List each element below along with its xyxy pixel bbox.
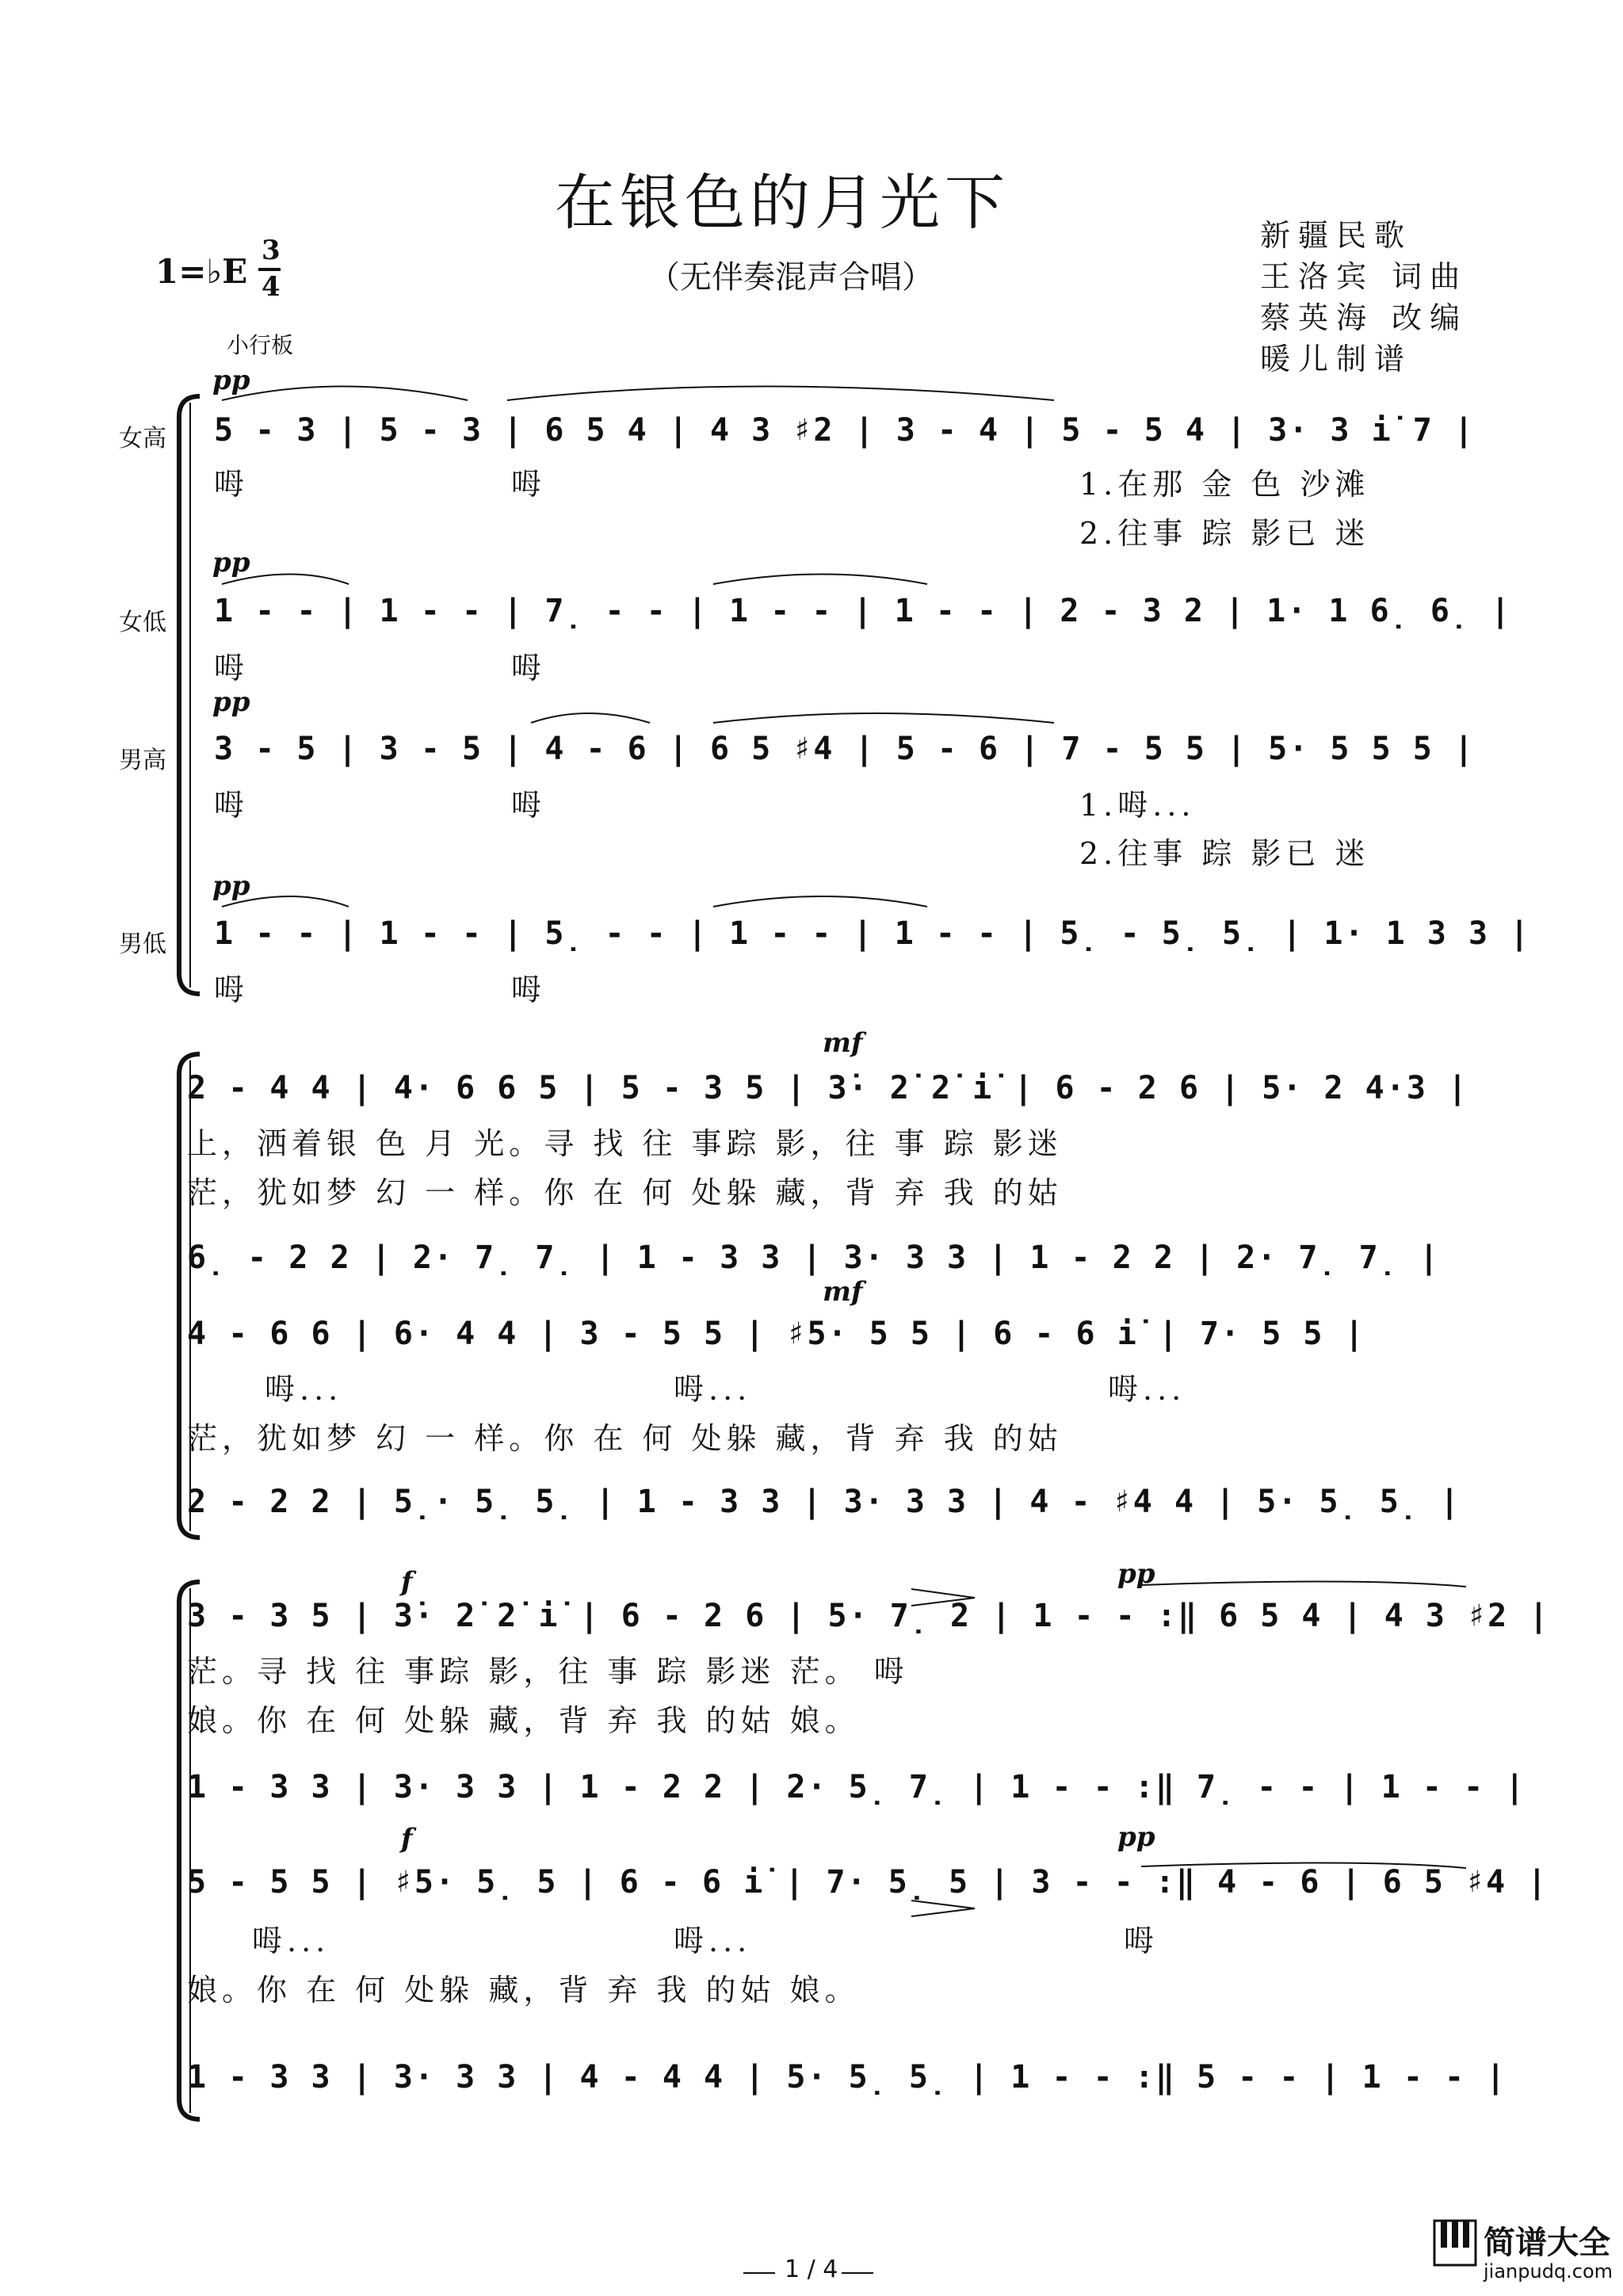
credit-arranger: 蔡英海 改编: [1260, 300, 1468, 335]
soprano-hum-a: 呣: [214, 467, 250, 502]
credit-origin: 新疆民歌: [1260, 218, 1413, 253]
credit-composer: 王洛宾 词曲: [1260, 259, 1468, 294]
dynamic-pp: pp: [1117, 1558, 1155, 1590]
tenor-verse-1: 1.呣...: [1079, 788, 1196, 823]
alto-notes-3: 1 - 3 3 | 3· 3 3 | 1 - 2 2 | 2· 5̣ 7̣ | 1 - - :‖ 7̣ - - | 1 - - |: [187, 1769, 1526, 1805]
tenor-notes-2: 4 - 6 6 | 6· 4 4 | 3 - 5 5 | ♯5· 5 5 | 6 - 6 i̇ | 7· 5 5 |: [187, 1316, 1365, 1352]
tenor-verse-2-line2: 茫，犹如梦 幻 一 样。你 在 何 处躲 藏，背 弃 我 的姑: [187, 1421, 1063, 1456]
page-title: 在银色的月光下: [555, 167, 1010, 238]
time-signature-top: 3: [262, 235, 281, 266]
piano-logo-icon: [1433, 2219, 1477, 2267]
dynamic-pp: pp: [212, 870, 250, 902]
part-label-soprano: 女高: [119, 425, 166, 453]
tenor-hum-a: 呣: [214, 788, 250, 823]
tenor-hum-b: 呣: [511, 788, 547, 823]
key-signature: 1=♭E: [155, 252, 248, 291]
subtitle: （无伴奏混声合唱）: [648, 259, 934, 296]
time-signature-bottom: 4: [262, 271, 281, 303]
tenor-hum-1: 呣...: [265, 1372, 343, 1407]
dynamic-pp: pp: [1117, 1821, 1155, 1853]
soprano-verse-2: 2.往事 踪 影已 迷: [1079, 516, 1370, 551]
part-label-tenor: 男高: [119, 747, 166, 774]
tenor-hum-3: 呣...: [1108, 1372, 1186, 1407]
dynamic-mf: mf: [823, 1027, 863, 1059]
bass-notes-3: 1 - 3 3 | 3· 3 3 | 4 - 4 4 | 5· 5̣ 5̣ | 1 - - :‖ 5 - - | 1 - - |: [187, 2059, 1507, 2095]
soprano-verse-1-line2: 上，洒着银 色 月 光。寻 找 往 事踪 影，往 事 踪 影迷: [187, 1126, 1063, 1161]
alto-notes-2: 6̣ - 2 2 | 2· 7̣ 7̣ | 1 - 3 3 | 3· 3 3 | 1 - 2 2 | 2· 7̣ 7̣ |: [187, 1240, 1441, 1276]
bass-hum-a: 呣: [214, 972, 250, 1007]
soprano-verse-1: 1.在那 金 色 沙滩: [1079, 467, 1370, 502]
bass-notes-1: 1 - - | 1 - - | 5̣ - - | 1 - - | 1 - - | 5̣ - 5̣ 5̣ | 1· 1 3 3 |: [214, 915, 1531, 952]
alto-hum-a: 呣: [214, 651, 250, 686]
watermark-name: 简谱大全: [1484, 2225, 1610, 2261]
tenor-hum-2: 呣...: [674, 1372, 752, 1407]
tenor-hum-3: 呣: [1124, 1924, 1159, 1958]
tenor-hum-1: 呣...: [252, 1924, 330, 1958]
soprano-verse-2-line3: 娘。你 在 何 处躲 藏，背 弃 我 的姑 娘。: [187, 1703, 860, 1738]
page-number: 1 / 4: [785, 2256, 838, 2283]
dynamic-pp: pp: [212, 547, 250, 579]
tenor-notes-3: 5 - 5 5 | ♯5· 5̣ 5 | 6 - 6 i̇ | 7· 5̣ 5 | 3 - - :‖ 4 - 6 | 6 5 ♯4 |: [187, 1864, 1549, 1901]
dynamic-pp: pp: [212, 365, 250, 396]
soprano-notes-2: 2 - 4 4 | 4· 6 6 5 | 5 - 3 5 | 3̇· 2̇ 2̇ i̇ | 6 - 2 6 | 5· 2 4·3 |: [187, 1070, 1469, 1106]
dynamic-f: f: [401, 1823, 413, 1855]
soprano-hum-b: 呣: [511, 467, 547, 502]
part-label-alto: 女低: [119, 609, 166, 636]
tenor-verse-2: 2.往事 踪 影已 迷: [1079, 836, 1370, 871]
alto-notes-1: 1 - - | 1 - - | 7̣ - - | 1 - - | 1 - - | 2 - 3 2 | 1· 1 6̣ 6̣ |: [214, 593, 1512, 629]
dynamic-mf: mf: [823, 1276, 863, 1308]
dynamic-f: f: [401, 1566, 413, 1598]
bass-notes-2: 2 - 2 2 | 5̣· 5̣ 5̣ | 1 - 3 3 | 3· 3 3 | 4 - ♯4 4 | 5· 5̣ 5̣ |: [187, 1484, 1461, 1520]
watermark-url: jianpudq.com: [1484, 2260, 1613, 2283]
soprano-verse-2-line2: 茫，犹如梦 幻 一 样。你 在 何 处躲 藏，背 弃 我 的姑: [187, 1175, 1063, 1210]
alto-hum-b: 呣: [511, 651, 547, 686]
bass-hum-b: 呣: [511, 972, 547, 1007]
soprano-notes-3: 3 - 3 5 | 3̇· 2̇ 2̇ i̇ | 6 - 2 6 | 5· 7̣ 2 | 1 - - :‖ 6 5 4 | 4 3 ♯2 |: [187, 1598, 1550, 1634]
dynamic-pp: pp: [212, 686, 250, 718]
soprano-notes-1: 5 - 3 | 5 - 3 | 6 5 4 | 4 3 ♯2 | 3 - 4 | 5 - 5 4 | 3· 3 i̇ 7 |: [214, 412, 1476, 449]
tenor-verse-2-line3: 娘。你 在 何 处躲 藏，背 弃 我 的姑 娘。: [187, 1973, 860, 2008]
tempo-marking: 小行板: [227, 332, 294, 358]
soprano-verse-1-line3: 茫。寻 找 往 事踪 影，往 事 踪 影迷 茫。 呣: [187, 1654, 909, 1689]
tenor-hum-2: 呣...: [674, 1924, 752, 1958]
tenor-notes-1: 3 - 5 | 3 - 5 | 4 - 6 | 6 5 ♯4 | 5 - 6 | 7 - 5 5 | 5· 5 5 5 |: [214, 731, 1476, 767]
part-label-bass: 男低: [119, 930, 166, 958]
credit-transcriber: 暖儿制谱: [1260, 342, 1413, 376]
